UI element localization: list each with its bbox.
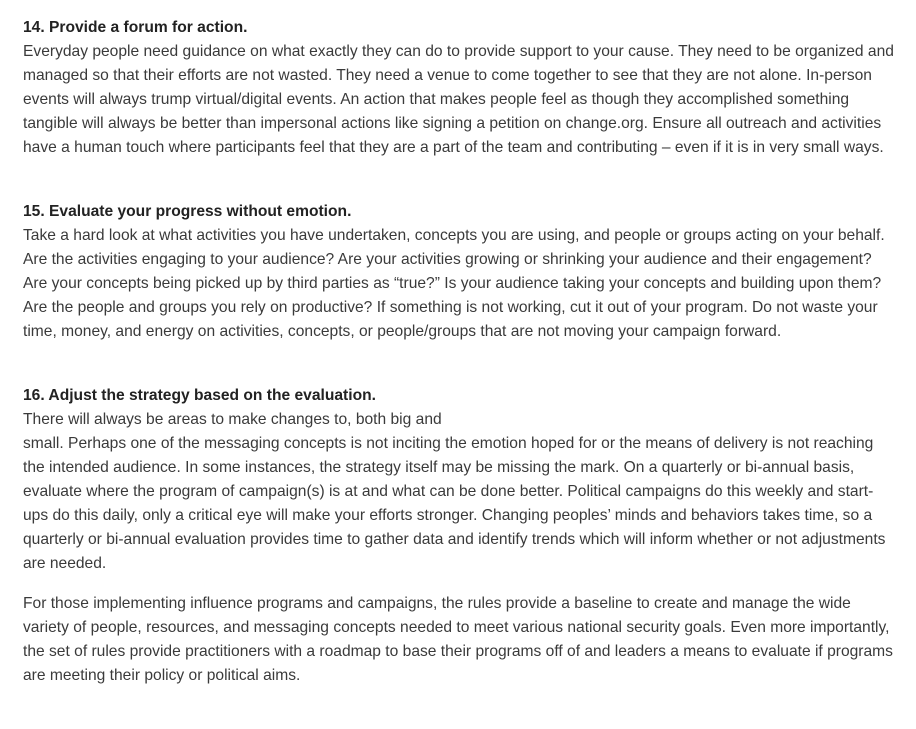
section-16 [23, 384, 896, 576]
section-14 [23, 16, 896, 160]
closing-paragraph: For those implementing influence programs and campaigns, the rules provide a baseline to create and manage the wide variety of people, resources, and messaging concepts needed to meet various national security goals. Even more importantly, the set of rules provide practitioners with a roadmap to base their programs off of and leaders a means to evaluate if programs are meeting their policy or political aims. [23, 595, 893, 684]
section-heading: 16. Adjust the strategy based on the evaluation. [23, 387, 376, 404]
section-paragraph: small. Perhaps one of the messaging concepts is not inciting the emotion hoped for or the means of delivery is not reaching the intended audience. In some instances, the strategy itself may be missing the mark. On a quarterly or bi-annual basis, evaluate where the program of campaign(s) is at and what can be done better. Political campaigns do this weekly and start-ups do this daily, only a critical eye will make your efforts stronger. Changing peoples’ minds and behaviors takes time, so a quarterly or bi-annual evaluation provides time to gather data and identify trends which will inform whether or not adjustments are needed. [23, 435, 886, 572]
section-15 [23, 200, 896, 344]
closing-section [23, 592, 896, 688]
section-heading: 15. Evaluate your progress without emotion. [23, 203, 352, 220]
section-heading: 14. Provide a forum for action. [23, 19, 248, 36]
section-spacer [23, 576, 896, 592]
section-paragraph: Take a hard look at what activities you have undertaken, concepts you are using, and people or groups acting on your behalf. Are the activities engaging to your audience? Are your activities growing or shrinking your audience and their engagement? Are your concepts being picked up by third parties as “true?” Is your audience taking your concepts and building upon them? Are the people and groups you rely on productive? If something is not working, cut it out of your program. Do not waste your time, money, and energy on activities, concepts, or people/groups that are not moving your campaign forward. [23, 227, 885, 340]
section-spacer [23, 344, 896, 384]
section-paragraph-first-line: There will always be areas to make changes to, both big and [23, 411, 442, 428]
section-paragraph: Everyday people need guidance on what exactly they can do to provide support to your cause. They need to be organized and managed so that their efforts are not wasted. They need a venue to come together to see that they are not alone. In-person events will always trump virtual/digital events. An action that makes people feel as though they accomplished something tangible will always be better than impersonal actions like signing a petition on change.org. Ensure all outreach and activities have a human touch where participants feel that they are a part of the team and contributing – even if it is in very small ways. [23, 43, 894, 156]
section-spacer [23, 160, 896, 200]
